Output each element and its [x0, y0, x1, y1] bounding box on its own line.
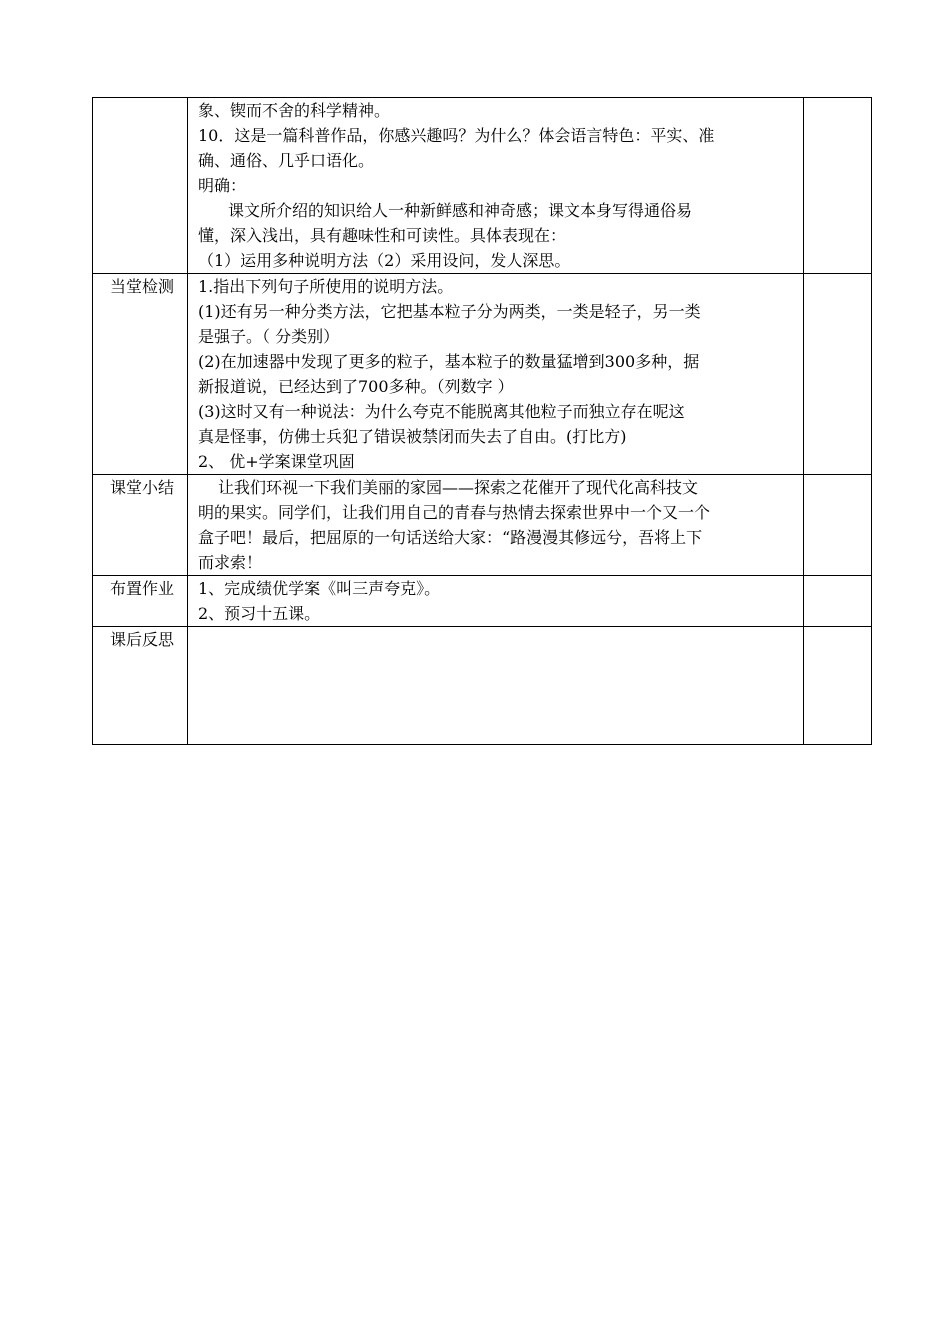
blank-cell — [804, 627, 872, 745]
row-label: 课后反思 — [93, 627, 188, 745]
content-line: 2、预习十五课。 — [198, 604, 321, 623]
content-line: 真是怪事，仿佛士兵犯了错误被禁闭而失去了自由。(打比方) — [198, 427, 627, 446]
lesson-plan-table — [92, 97, 872, 745]
content-line: 盒子吧！最后，把屈原的一句话送给大家：“路漫漫其修远兮，吾将上下 — [198, 528, 703, 547]
table-row — [93, 274, 872, 475]
row-content — [188, 576, 804, 627]
content-line: (2)在加速器中发现了更多的粒子，基本粒子的数量猛增到300多种，据 — [198, 352, 700, 371]
table-row — [93, 627, 872, 745]
row-label — [93, 98, 188, 274]
content-line: 懂，深入浅出，具有趣味性和可读性。具体表现在： — [198, 226, 567, 245]
row-content-empty — [188, 627, 804, 745]
row-label: 当堂检测 — [93, 274, 188, 475]
blank-cell — [804, 98, 872, 274]
content-line: (3)这时又有一种说法：为什么夸克不能脱离其他粒子而独立存在呢这 — [198, 402, 685, 421]
content-line: 2、 优+学案课堂巩固 — [198, 452, 355, 471]
table-row — [93, 98, 872, 274]
row-content — [188, 274, 804, 475]
content-line: (1)还有另一种分类方法，它把基本粒子分为两类，一类是轻子，另一类 — [198, 302, 701, 321]
content-line: 课文所介绍的知识给人一种新鲜感和神奇感；课文本身写得通俗易 — [228, 201, 693, 220]
row-label: 课堂小结 — [93, 475, 188, 576]
row-content — [188, 475, 804, 576]
content-line: 1、完成绩优学案《叫三声夸克》。 — [198, 579, 441, 598]
content-line: 明的果实。同学们，让我们用自己的青春与热情去探索世界中一个又一个 — [198, 503, 711, 522]
row-label: 布置作业 — [93, 576, 188, 627]
blank-cell — [804, 475, 872, 576]
content-line: 象、锲而不舍的科学精神。 — [198, 101, 391, 120]
blank-cell — [804, 576, 872, 627]
table-row — [93, 576, 872, 627]
content-line: （1）运用多种说明方法（2）采用设问，发人深思。 — [198, 251, 571, 270]
content-line: 让我们环视一下我们美丽的家园——探索之花催开了现代化高科技文 — [218, 478, 699, 497]
content-line: 明确： — [198, 176, 247, 195]
content-line: 1.指出下列句子所使用的说明方法。 — [198, 277, 454, 296]
row-content — [188, 98, 804, 274]
content-line: 确、通俗、几乎口语化。 — [198, 151, 375, 170]
table-row — [93, 475, 872, 576]
content-line: 新报道说，已经达到了700多种。（列数字 ） — [198, 377, 514, 396]
content-line: 而求索！ — [198, 553, 263, 572]
content-line: 10．这是一篇科普作品，你感兴趣吗？为什么？体会语言特色：平实、准 — [198, 126, 715, 145]
blank-cell — [804, 274, 872, 475]
content-line: 是强子。（ 分类别） — [198, 327, 340, 346]
